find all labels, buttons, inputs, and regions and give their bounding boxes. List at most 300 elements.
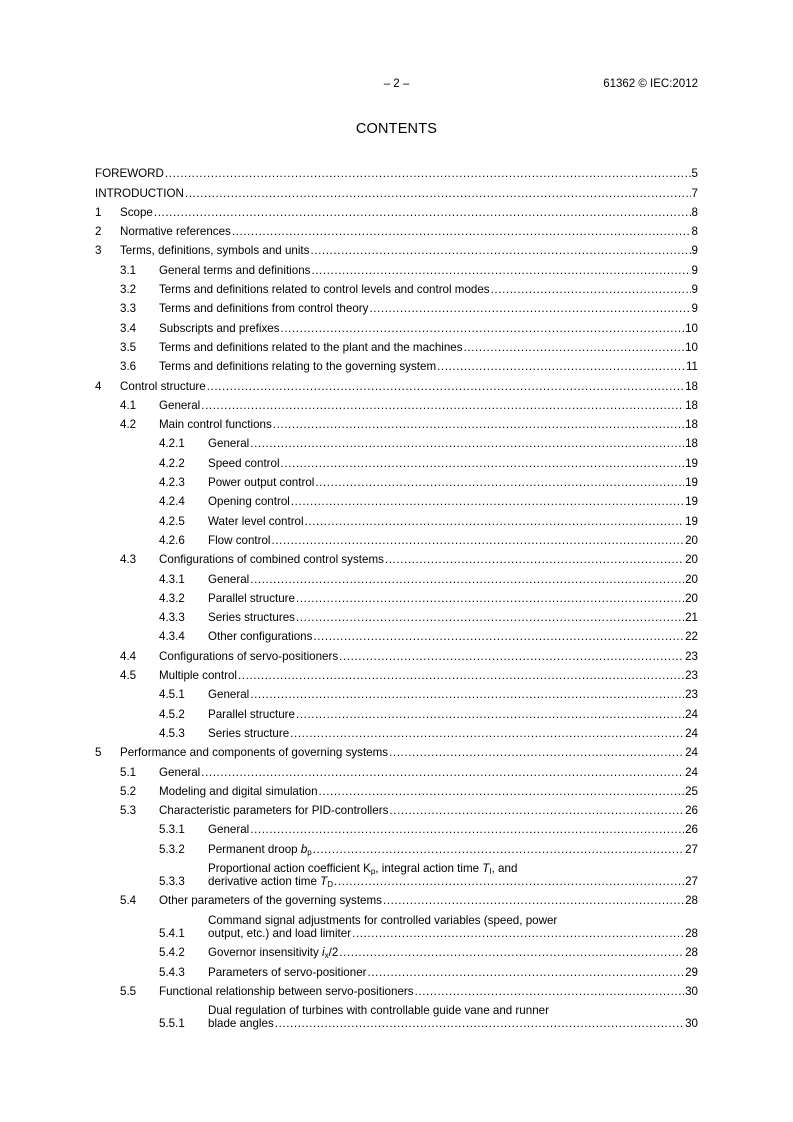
- entry-title: [159, 341, 463, 354]
- entry-title-text: General terms and definitions: [159, 263, 311, 277]
- toc-entry[interactable]: [95, 547, 698, 566]
- toc-entry[interactable]: [95, 624, 698, 643]
- dot-leader: [313, 630, 684, 643]
- page-number-ref: 10: [685, 340, 698, 354]
- entry-text: [208, 630, 698, 643]
- entry-title: [208, 823, 249, 836]
- entry-title-text: Terms and definitions related to the plant and the machines: [159, 340, 463, 354]
- dot-leader: [383, 894, 684, 907]
- page-number-ref: 10: [685, 321, 698, 335]
- entry-title: [208, 457, 280, 470]
- entry-title: [120, 244, 309, 257]
- toc-entry[interactable]: [95, 470, 698, 489]
- dot-leader: [385, 553, 684, 566]
- toc-entry[interactable]: [95, 489, 698, 508]
- toc-entry[interactable]: [95, 779, 698, 798]
- dot-leader: [368, 966, 685, 979]
- entry-title: [159, 894, 382, 907]
- page-number-ref: 21: [685, 611, 698, 625]
- table-of-contents: [95, 161, 698, 1030]
- entry-text: [120, 244, 698, 257]
- toc-entry[interactable]: [95, 663, 698, 682]
- entry-text: [208, 727, 698, 740]
- section-number: 5: [95, 746, 102, 760]
- page-number-ref: 8: [691, 225, 698, 239]
- page-title: CONTENTS: [355, 121, 438, 137]
- entry-title-text: Scope: [120, 205, 153, 219]
- page-number-ref: 28: [685, 894, 698, 908]
- entry-title: [159, 985, 414, 998]
- entry-text: [208, 457, 698, 470]
- page-number-ref: 9: [691, 263, 698, 277]
- page-number-ref: 20: [685, 591, 698, 605]
- dot-leader: [281, 322, 685, 335]
- page-number-ref: 20: [685, 553, 698, 567]
- page-number-ref: 28: [685, 946, 698, 960]
- entry-title: [159, 283, 490, 296]
- entry-text: [159, 322, 698, 335]
- toc-entry[interactable]: [95, 759, 698, 778]
- entry-text: [208, 914, 698, 940]
- entry-text: [208, 611, 698, 624]
- entry-text: [208, 437, 698, 450]
- entry-title: [120, 746, 388, 759]
- entry-title: [208, 630, 312, 643]
- entry-title: [208, 727, 289, 740]
- entry-title-text: Functional relationship between servo-positioners: [159, 984, 414, 998]
- entry-title: [95, 187, 184, 200]
- entry-title-text: Governor insensitivity: [208, 946, 323, 960]
- math-symbol: b: [300, 842, 308, 856]
- entry-text: [208, 862, 698, 888]
- toc-entry[interactable]: [95, 940, 698, 959]
- entry-title: [208, 534, 271, 547]
- page-number-ref: 9: [691, 283, 698, 297]
- dot-leader: [437, 360, 685, 373]
- page-number-ref: 22: [685, 630, 698, 644]
- dot-leader: [334, 875, 684, 888]
- entry-title-text: Performance and components of governing systems: [120, 746, 389, 760]
- entry-title: [159, 650, 338, 663]
- entry-title: [159, 804, 388, 817]
- section-number: 4.2.2: [159, 456, 185, 470]
- dot-leader: [201, 399, 684, 412]
- page-number-ref: 19: [685, 456, 698, 470]
- section-number: 4.2: [120, 418, 137, 432]
- entry-title-text: Terms and definitions relating to the governing system: [159, 360, 437, 374]
- page-number-ref: 18: [685, 418, 698, 432]
- toc-entry[interactable]: [95, 508, 698, 527]
- entry-text: [159, 341, 698, 354]
- entry-title: [208, 946, 338, 959]
- toc-entry[interactable]: [95, 856, 698, 889]
- entry-title: [120, 206, 153, 219]
- entry-title-text: INTRODUCTION: [95, 186, 184, 200]
- toc-entry[interactable]: [95, 998, 698, 1031]
- entry-title-text: Main control functions: [159, 418, 272, 432]
- section-number: 4: [95, 379, 102, 393]
- math-symbol: T: [482, 862, 490, 876]
- section-number: 5.3: [120, 804, 137, 818]
- dot-leader: [389, 746, 684, 759]
- entry-text: [159, 553, 698, 566]
- page-number-ref: 24: [685, 707, 698, 721]
- page-number-ref: 27: [685, 875, 698, 889]
- toc-entry[interactable]: [95, 701, 698, 720]
- math-text: /2: [328, 946, 339, 960]
- toc-entry[interactable]: [95, 721, 698, 740]
- page-number-ref: 30: [685, 1017, 698, 1031]
- entry-text: [95, 167, 698, 180]
- dot-leader: [207, 380, 684, 393]
- page-number-ref: 24: [685, 726, 698, 740]
- entry-title: [159, 264, 310, 277]
- entry-line-1: [208, 1004, 698, 1017]
- entry-title-text: Configurations of combined control systems: [159, 553, 384, 567]
- entry-title-text: General: [208, 437, 250, 451]
- entry-title: [159, 302, 368, 315]
- page-number-ref: 18: [685, 398, 698, 412]
- entry-title-text: Multiple control: [159, 669, 237, 683]
- entry-title: [120, 380, 206, 393]
- entry-title: [208, 476, 314, 489]
- page-number-ref: 23: [685, 669, 698, 683]
- page-number: – 2 –: [383, 78, 410, 90]
- dot-leader: [250, 823, 684, 836]
- section-number: 5.2: [120, 784, 137, 798]
- section-number: 4.5.1: [159, 688, 185, 702]
- entry-title-text: Parallel structure: [208, 591, 295, 605]
- entry-title: [208, 592, 295, 605]
- dot-leader: [352, 927, 684, 940]
- section-number: 4.2.1: [159, 437, 185, 451]
- entry-line-1-text: Proportional action coefficient K: [208, 862, 371, 876]
- section-number: 5.4.1: [159, 926, 185, 940]
- dot-leader: [238, 669, 684, 682]
- page-number-ref: 20: [685, 572, 698, 586]
- entry-text: [208, 708, 698, 721]
- entry-text: [208, 688, 698, 701]
- entry-text: [159, 785, 698, 798]
- dot-leader: [310, 244, 690, 257]
- entry-text: [159, 650, 698, 663]
- math-text: , and: [491, 862, 518, 876]
- page-number-ref: 29: [685, 965, 698, 979]
- section-number: 5.4.3: [159, 965, 185, 979]
- entry-text: [208, 966, 698, 979]
- toc-entry[interactable]: [95, 335, 698, 354]
- toc-entry[interactable]: [95, 740, 698, 759]
- entry-title-text: Flow control: [208, 533, 271, 547]
- section-number: 3.6: [120, 360, 137, 374]
- section-number: 4.2.6: [159, 533, 185, 547]
- section-number: 5.4.2: [159, 946, 185, 960]
- page-number-ref: 20: [685, 533, 698, 547]
- dot-leader: [165, 167, 691, 180]
- entry-line-1-text: Command signal adjustments for controlled variables (speed, power: [208, 913, 558, 927]
- toc-entry[interactable]: [95, 907, 698, 940]
- document-reference: 61362 © IEC:2012: [603, 78, 698, 90]
- dot-leader: [154, 206, 691, 219]
- page-number-ref: 18: [685, 437, 698, 451]
- entry-title-text: Parameters of servo-positioner: [208, 965, 367, 979]
- page-number-ref: 19: [685, 476, 698, 490]
- entry-text: [208, 1004, 698, 1030]
- dot-leader: [250, 437, 684, 450]
- entry-text: [159, 264, 698, 277]
- section-number: 5.1: [120, 765, 137, 779]
- entry-title: [95, 167, 164, 180]
- entry-title: [208, 495, 290, 508]
- toc-entry[interactable]: [95, 412, 698, 431]
- entry-text: [208, 515, 698, 528]
- dot-leader: [273, 418, 684, 431]
- toc-entry[interactable]: [95, 200, 698, 219]
- toc-entry[interactable]: [95, 682, 698, 701]
- toc-entry[interactable]: [95, 393, 698, 412]
- entry-title-text: Other parameters of the governing systems: [159, 894, 382, 908]
- entry-title: [208, 927, 351, 940]
- toc-entry[interactable]: [95, 817, 698, 836]
- page-number-ref: 23: [685, 688, 698, 702]
- entry-title-text: Speed control: [208, 456, 280, 470]
- dot-leader: [315, 476, 684, 489]
- page-number-ref: 24: [685, 746, 698, 760]
- dot-leader: [319, 785, 685, 798]
- section-number: 4.3.4: [159, 630, 185, 644]
- section-number: 4.2.5: [159, 514, 185, 528]
- toc-entry[interactable]: [95, 257, 698, 276]
- entry-title-text: output, etc.) and load limiter: [208, 926, 352, 940]
- entry-text: [159, 985, 698, 998]
- entry-text: [208, 843, 698, 856]
- dot-leader: [491, 283, 691, 296]
- page-number-ref: 8: [691, 205, 698, 219]
- page-number-ref: 5: [691, 167, 698, 181]
- entry-text: [208, 946, 698, 959]
- page-number-ref: 24: [685, 765, 698, 779]
- entry-title-text: Parallel structure: [208, 707, 295, 721]
- section-number: 5.5: [120, 984, 137, 998]
- entry-title-text: General: [208, 688, 250, 702]
- entry-text: [95, 187, 698, 200]
- dot-leader: [296, 611, 684, 624]
- section-number: 3.5: [120, 340, 137, 354]
- toc-entry[interactable]: [95, 219, 698, 238]
- section-number: 4.3.3: [159, 611, 185, 625]
- entry-title-text: Power output control: [208, 476, 315, 490]
- page-number-ref: 23: [685, 649, 698, 663]
- entry-text: [159, 766, 698, 779]
- entry-title: [208, 1017, 274, 1030]
- dot-leader: [232, 225, 691, 238]
- entry-text: [208, 476, 698, 489]
- dot-leader: [389, 804, 684, 817]
- entry-title: [159, 399, 200, 412]
- entry-text: [120, 225, 698, 238]
- entry-title-text: Terms and definitions from control theory: [159, 302, 369, 316]
- entry-title-text: General: [208, 572, 250, 586]
- section-number: 4.2.3: [159, 476, 185, 490]
- entry-text: [208, 823, 698, 836]
- entry-title-text: Series structure: [208, 726, 290, 740]
- toc-entry[interactable]: [95, 605, 698, 624]
- toc-entry[interactable]: [95, 566, 698, 585]
- entry-title-text: Terms, definitions, symbols and units: [120, 244, 310, 258]
- entry-title-text: Subscripts and prefixes: [159, 321, 280, 335]
- section-number: 5.3.3: [159, 875, 185, 889]
- entry-text: [120, 380, 698, 393]
- section-number: 5.5.1: [159, 1017, 185, 1031]
- entry-title: [159, 418, 272, 431]
- entry-text: [159, 418, 698, 431]
- page-number-ref: 25: [685, 784, 698, 798]
- math-subscript: p: [370, 867, 376, 877]
- page-number-ref: 26: [685, 823, 698, 837]
- entry-text: [120, 746, 698, 759]
- dot-leader: [339, 650, 684, 663]
- entry-text: [159, 804, 698, 817]
- entry-title: [208, 515, 304, 528]
- toc-entry[interactable]: [95, 798, 698, 817]
- section-number: 2: [95, 225, 102, 239]
- toc-entry[interactable]: [95, 373, 698, 392]
- toc-entry[interactable]: [95, 431, 698, 450]
- page-number-ref: 27: [685, 842, 698, 856]
- toc-entry[interactable]: [95, 959, 698, 978]
- math-text: , integral action time: [375, 862, 483, 876]
- toc-entry[interactable]: [95, 643, 698, 662]
- entry-title: [159, 669, 237, 682]
- entry-line-1: [208, 862, 698, 875]
- dot-leader: [311, 264, 690, 277]
- toc-entry[interactable]: [95, 238, 698, 257]
- entry-text: [159, 669, 698, 682]
- math-symbol: i: [322, 946, 325, 960]
- section-number: 4.3.2: [159, 591, 185, 605]
- toc-entry[interactable]: [95, 528, 698, 547]
- toc-entry[interactable]: [95, 586, 698, 605]
- math-subscript: p: [307, 847, 312, 857]
- entry-title-text: derivative action time: [208, 875, 321, 889]
- entry-title: [159, 360, 436, 373]
- page-number-ref: 11: [685, 360, 698, 374]
- entry-text: [208, 495, 698, 508]
- page-number-ref: 28: [685, 926, 698, 940]
- entry-line-1-text: Dual regulation of turbines with controllable guide vane and runner: [208, 1004, 549, 1018]
- dot-leader: [339, 946, 684, 959]
- entry-title: [120, 225, 231, 238]
- entry-title-text: FOREWORD: [95, 167, 164, 181]
- dot-leader: [272, 534, 685, 547]
- dot-leader: [250, 688, 684, 701]
- page-number-ref: 30: [685, 984, 698, 998]
- entry-title-text: General: [208, 823, 250, 837]
- toc-entry[interactable]: [95, 296, 698, 315]
- entry-title-text: blade angles: [208, 1017, 274, 1031]
- entry-line-1: [208, 914, 698, 927]
- toc-entry[interactable]: [95, 450, 698, 469]
- entry-title: [208, 688, 249, 701]
- dot-leader: [313, 843, 684, 856]
- dot-leader: [369, 302, 690, 315]
- section-number: 3.2: [120, 283, 137, 297]
- entry-text: [208, 573, 698, 586]
- math-subscript: D: [327, 880, 333, 890]
- section-number: 5.3.1: [159, 823, 185, 837]
- section-number: 5.4: [120, 894, 137, 908]
- section-number: 4.5.2: [159, 707, 185, 721]
- entry-title-text: Modeling and digital simulation: [159, 784, 318, 798]
- section-number: 4.2.4: [159, 495, 185, 509]
- entry-title-text: Other configurations: [208, 630, 313, 644]
- section-number: 3.3: [120, 302, 137, 316]
- page-number-ref: 19: [685, 514, 698, 528]
- entry-text: [159, 894, 698, 907]
- toc-entry[interactable]: [95, 888, 698, 907]
- dot-leader: [290, 727, 684, 740]
- dot-leader: [296, 708, 684, 721]
- entry-title-text: Normative references: [120, 225, 231, 239]
- math-symbol: T: [320, 875, 328, 889]
- toc-entry[interactable]: [95, 180, 698, 199]
- toc-entry[interactable]: [95, 836, 698, 855]
- dot-leader: [281, 457, 685, 470]
- toc-entry[interactable]: [95, 161, 698, 180]
- entry-text: [159, 283, 698, 296]
- entry-title: [208, 611, 295, 624]
- entry-text: [159, 302, 698, 315]
- entry-title: [159, 785, 318, 798]
- dot-leader: [296, 592, 684, 605]
- section-number: 1: [95, 205, 102, 219]
- section-number: 3.1: [120, 263, 137, 277]
- toc-entry[interactable]: [95, 979, 698, 998]
- entry-title-text: General: [159, 398, 201, 412]
- entry-title-text: Permanent droop: [208, 842, 301, 856]
- entry-title-text: Characteristic parameters for PID-controllers: [159, 804, 389, 818]
- dot-leader: [201, 766, 684, 779]
- dot-leader: [291, 495, 684, 508]
- page-number-ref: 18: [685, 379, 698, 393]
- dot-leader: [185, 187, 691, 200]
- entry-title-text: Series structures: [208, 611, 295, 625]
- entry-title: [208, 875, 333, 888]
- section-number: 4.5.3: [159, 726, 185, 740]
- dot-leader: [305, 515, 685, 528]
- entry-text: [208, 592, 698, 605]
- page-number-ref: 26: [685, 804, 698, 818]
- math-subscript: x: [324, 951, 329, 961]
- entry-title: [159, 766, 200, 779]
- entry-text: [159, 399, 698, 412]
- entry-title-text: Configurations of servo-positioners: [159, 649, 339, 663]
- toc-entry[interactable]: [95, 315, 698, 334]
- entry-title-text: Terms and definitions related to control levels and control modes: [159, 283, 490, 297]
- entry-title-text: General: [159, 765, 201, 779]
- section-number: 4.5: [120, 669, 137, 683]
- page-number-ref: 19: [685, 495, 698, 509]
- toc-entry[interactable]: [95, 277, 698, 296]
- page-number-ref: 9: [691, 302, 698, 316]
- entry-title: [208, 966, 367, 979]
- dot-leader: [250, 573, 684, 586]
- entry-title: [208, 437, 249, 450]
- dot-leader: [275, 1017, 684, 1030]
- entry-title: [159, 322, 280, 335]
- toc-entry[interactable]: [95, 354, 698, 373]
- section-number: 4.3: [120, 553, 137, 567]
